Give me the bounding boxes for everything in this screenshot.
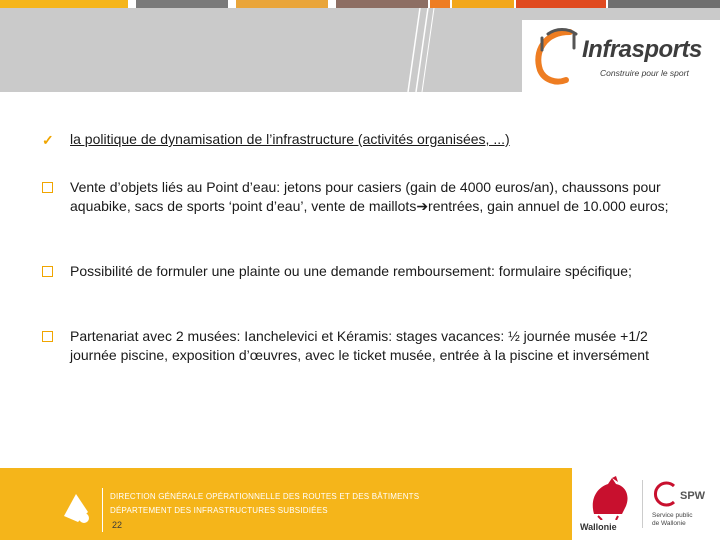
strip-segment xyxy=(516,0,606,8)
slide-content xyxy=(0,92,720,468)
spw-subtitle-2: de Wallonie xyxy=(652,520,686,527)
bullet-item xyxy=(42,178,672,216)
strip-segment xyxy=(336,0,428,8)
logo-word: Infrasports xyxy=(582,36,702,63)
strip-segment xyxy=(328,0,336,8)
direction-label: DIRECTION GÉNÉRALE OPÉRATIONNELLE DES ROUTES ET DES BÂTIMENTS xyxy=(110,492,420,501)
top-color-strip xyxy=(0,0,720,8)
strip-segment xyxy=(228,0,236,8)
infrasports-logo xyxy=(522,20,720,92)
spw-logo-icon xyxy=(650,480,678,508)
page-number: 22 xyxy=(112,520,123,530)
dgo-logo-icon xyxy=(56,490,96,526)
bullet-item xyxy=(42,262,672,281)
logo-swoosh-icon xyxy=(530,24,586,88)
spw-label: SPW xyxy=(680,490,706,502)
bullet-text: Partenariat avec 2 musées: Ianchelevici et Kéramis: stages vacances: ½ journée musée +1/2 journée piscine, exposition d’œuvres, avec le ticket musée, entrée à la piscine et inversément xyxy=(70,328,649,363)
logo-separator xyxy=(642,480,643,528)
department-label: DÉPARTEMENT DES INFRASTRUCTURES SUBSIDIÉES xyxy=(110,506,328,515)
square-bullet-icon xyxy=(42,182,53,193)
rooster-icon xyxy=(582,474,634,520)
square-bullet-icon xyxy=(42,266,53,277)
footer-divider xyxy=(102,488,103,532)
bullet-text: Vente d’objets liés au Point d’eau: jetons pour casiers (gain de 4000 euros/an), chaussons pour aquabike, sacs de sports ‘point d’eau’, vente de maillots➔rentrées, gain annuel de 10.000 euros; xyxy=(70,179,669,214)
strip-segment xyxy=(136,0,228,8)
bullet-text: Possibilité de formuler une plainte ou une demande remboursement: formulaire spécifique; xyxy=(70,263,632,279)
bullet-item xyxy=(42,130,672,149)
wallonie-label: Wallonie xyxy=(580,522,617,532)
strip-segment xyxy=(0,0,128,8)
logo-tagline: Construire pour le sport xyxy=(600,68,689,78)
bullet-text: la politique de dynamisation de l’infrastructure (activités organisées, ...) xyxy=(70,131,510,147)
square-bullet-icon xyxy=(42,331,53,342)
spw-subtitle-1: Service public xyxy=(652,512,693,519)
strip-segment xyxy=(128,0,136,8)
strip-segment xyxy=(608,0,720,8)
decorative-lines xyxy=(400,8,480,92)
footer-logos xyxy=(572,468,720,540)
bullet-item xyxy=(42,327,672,365)
strip-segment xyxy=(452,0,514,8)
strip-segment xyxy=(236,0,328,8)
footer xyxy=(0,468,720,540)
strip-segment xyxy=(430,0,450,8)
checkmark-icon: ✓ xyxy=(42,132,54,148)
